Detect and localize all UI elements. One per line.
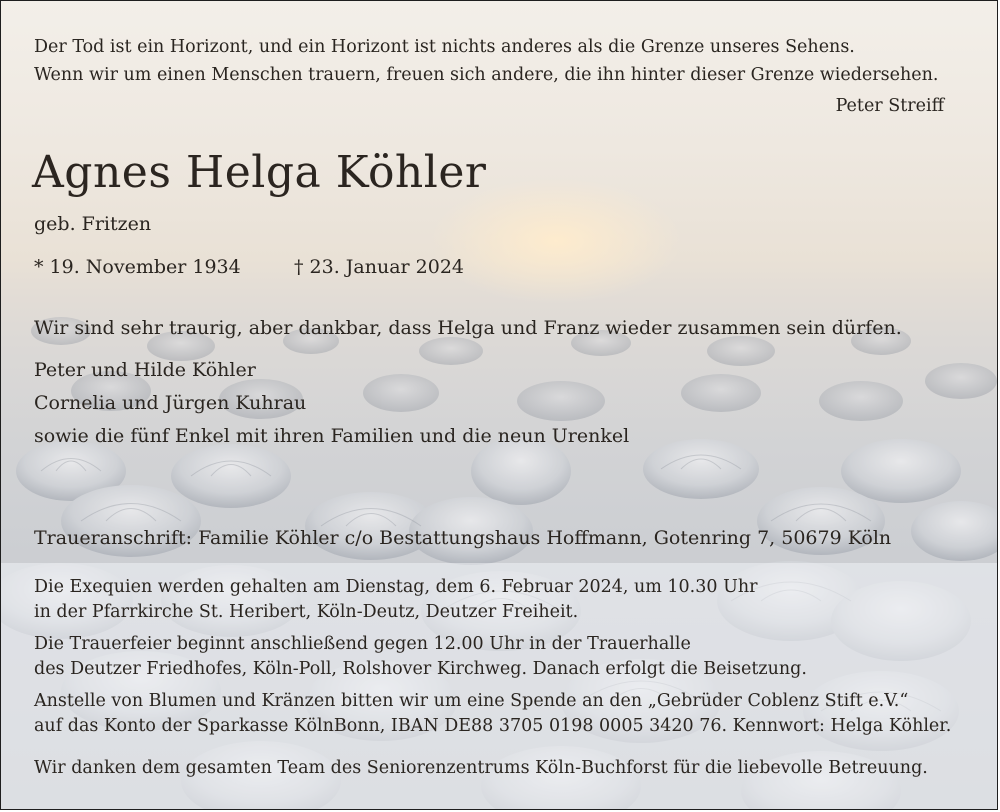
maiden-name: geb. Fritzen — [34, 213, 152, 235]
mourning-message: Wir sind sehr traurig, aber dankbar, dass Helga und Franz wieder zusammen sein dürfen. — [34, 317, 902, 339]
ceremony-line-1: Die Trauerfeier beginnt anschließend gegen 12.00 Uhr in der Trauerhalle — [34, 634, 691, 654]
mourner-2: Cornelia und Jürgen Kuhrau — [34, 392, 307, 414]
epigraph-line-1: Der Tod ist ein Horizont, und ein Horizont ist nichts anderes als die Grenze unseres Sehens. — [34, 37, 855, 57]
donation-line-2: auf das Konto der Sparkasse KölnBonn, IBAN DE88 3705 0198 0005 3420 76. Kennwort: Helga Köhler. — [34, 716, 952, 736]
death-date: † 23. Januar 2024 — [294, 256, 465, 278]
deceased-name: Agnes Helga Köhler — [32, 147, 487, 198]
thanks-line: Wir danken dem gesamten Team des Seniorenzentrums Köln-Buchforst für die liebevolle Betreuung. — [34, 758, 928, 778]
donation-line-1: Anstelle von Blumen und Kränzen bitten wir um eine Spende an den „Gebrüder Coblenz Stift e.V.“ — [34, 691, 909, 711]
mass-line-1: Die Exequien werden gehalten am Dienstag, dem 6. Februar 2024, um 10.30 Uhr — [34, 577, 758, 597]
mass-line-2: in der Pfarrkirche St. Heribert, Köln-Deutz, Deutzer Freiheit. — [34, 602, 579, 622]
birth-date: * 19. November 1934 — [34, 256, 241, 278]
mourner-1: Peter und Hilde Köhler — [34, 359, 256, 381]
mourner-3: sowie die fünf Enkel mit ihren Familien und die neun Urenkel — [34, 425, 630, 447]
mourning-address: Traueranschrift: Familie Köhler c/o Bestattungshaus Hoffmann, Gotenring 7, 50679 Köln — [34, 527, 892, 549]
epigraph-author: Peter Streiff — [835, 96, 944, 116]
epigraph-line-2: Wenn wir um einen Menschen trauern, freuen sich andere, die ihn hinter dieser Grenze wiedersehen. — [34, 65, 939, 85]
ceremony-line-2: des Deutzer Friedhofes, Köln-Poll, Rolshover Kirchweg. Danach erfolgt die Beisetzung. — [34, 659, 807, 679]
